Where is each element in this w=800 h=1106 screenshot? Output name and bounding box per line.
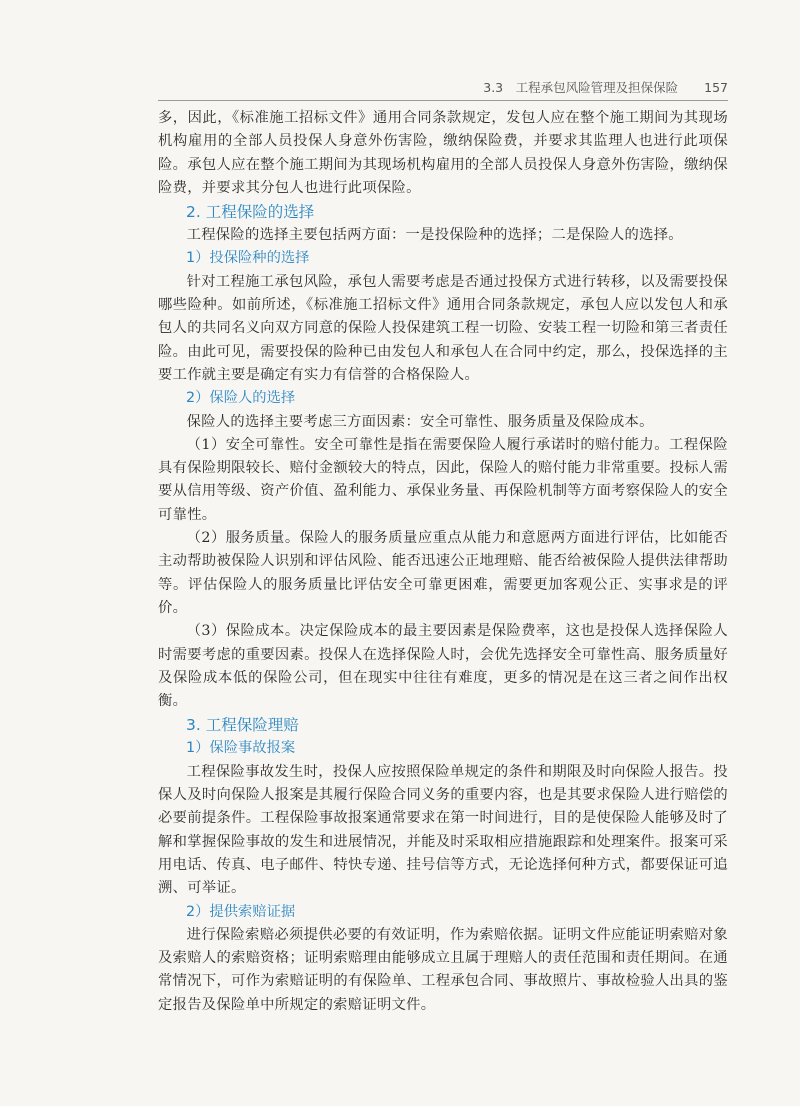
subheading-insurer-selection: 2）保险人的选择 <box>186 390 296 407</box>
subheading-claim-evidence: 2）提供索赔证据 <box>186 903 296 920</box>
paragraph-reliability: （1）安全可靠性。安全可靠性是指在需要保险人履行承诺时的赔付能力。工程保险具有保险期限较长、赔付金额较大的特点，因此，保险人的赔付能力非常重要。投标人需要从信用等级、资产价值、盈利能力、承保业务量、再保险机制等方面考察保险人的安全可靠性。 <box>158 436 728 523</box>
running-section-title: 3.3 工程承包风险管理及担保保险 <box>483 80 679 95</box>
paragraph-insurance-cost: （3）保险成本。决定保险成本的最主要因素是保险费率，这也是投保人选择保险人时需要考虑的重要因素。投保人在选择保险人时，会优先选择安全可靠性高、服务质量好及保险成本低的保险公司，但在现实中往往有难度，更多的情况是在这三者之间作出权衡。 <box>158 623 728 710</box>
paragraph: 保险人的选择主要考虑三方面因素：安全可靠性、服务质量及保险成本。 <box>186 413 654 430</box>
paragraph: 针对工程施工承包风险，承包人需要考虑是否通过投保方式进行转移，以及需要投保哪些险种。如前所述，《标准施工招标文件》通用合同条款规定，承包人应以发包人和承包人的共同名义向双方同意的保险人投保建筑工程一切险、安装工程一切险和第三者责任险。由此可见，需要投保的险种已由发包人和承包人在合同中约定，那么，投保选择的主要工作就主要是确定有实力有信誉的合格保险人。 <box>158 273 728 383</box>
section-heading-insurance-selection: 2. 工程保险的选择 <box>186 203 315 222</box>
page-header <box>158 78 728 101</box>
page-body <box>158 107 728 1017</box>
page-number: 157 <box>704 80 728 95</box>
section-heading-claims: 3. 工程保险理赔 <box>186 716 299 735</box>
subheading-insurance-type: 1）投保险种的选择 <box>186 250 310 267</box>
paragraph: 进行保险索赔必须提供必要的有效证明，作为索赔依据。证明文件应能证明索赔对象及索赔人的索赔资格；证明索赔理由能够成立且属于理赔人的责任范围和责任期间。在通常情况下，可作为索赔证明的有保险单、工程承包合同、事故照片、事故检验人出具的鉴定报告及保险单中所规定的索赔证明文件。 <box>158 926 728 1013</box>
subheading-accident-report: 1）保险事故报案 <box>186 740 296 757</box>
paragraph-service-quality: （2）服务质量。保险人的服务质量应重点从能力和意愿两方面进行评估，比如能否主动帮助被保险人识别和评估风险、能否迅速公正地理赔、能否给被保险人提供法律帮助等。评估保险人的服务质量比评估安全可靠更困难，需要更加客观公正、实事求是的评价。 <box>158 530 728 616</box>
paragraph: 工程保险事故发生时，投保人应按照保险单规定的条件和期限及时向保险人报告。投保人及时向保险人报案是其履行保险合同义务的重要内容，也是其要求保险人进行赔偿的必要前提条件。工程保险事故报案通常要求在第一时间进行，目的是使保险人能够及时了解和掌握保险事故的发生和进展情况，并能及时采取相应措施跟踪和处理案件。报案可采用电话、传真、电子邮件、特快专递、挂号信等方式，无论选择何种方式，都要保证可追溯、可举证。 <box>158 763 728 897</box>
paragraph-continued: 多，因此，《标准施工招标文件》通用合同条款规定，发包人应在整个施工期间为其现场机构雇用的全部人员投保人身意外伤害险，缴纳保险费，并要求其监理人也进行此项保险。承包人应在整个施工期间为其现场机构雇用的全部人员投保人身意外伤害险，缴纳保险费，并要求其分包人也进行此项保险。 <box>158 110 728 196</box>
paragraph: 工程保险的选择主要包括两方面：一是投保险种的选择；二是保险人的选择。 <box>186 227 683 244</box>
